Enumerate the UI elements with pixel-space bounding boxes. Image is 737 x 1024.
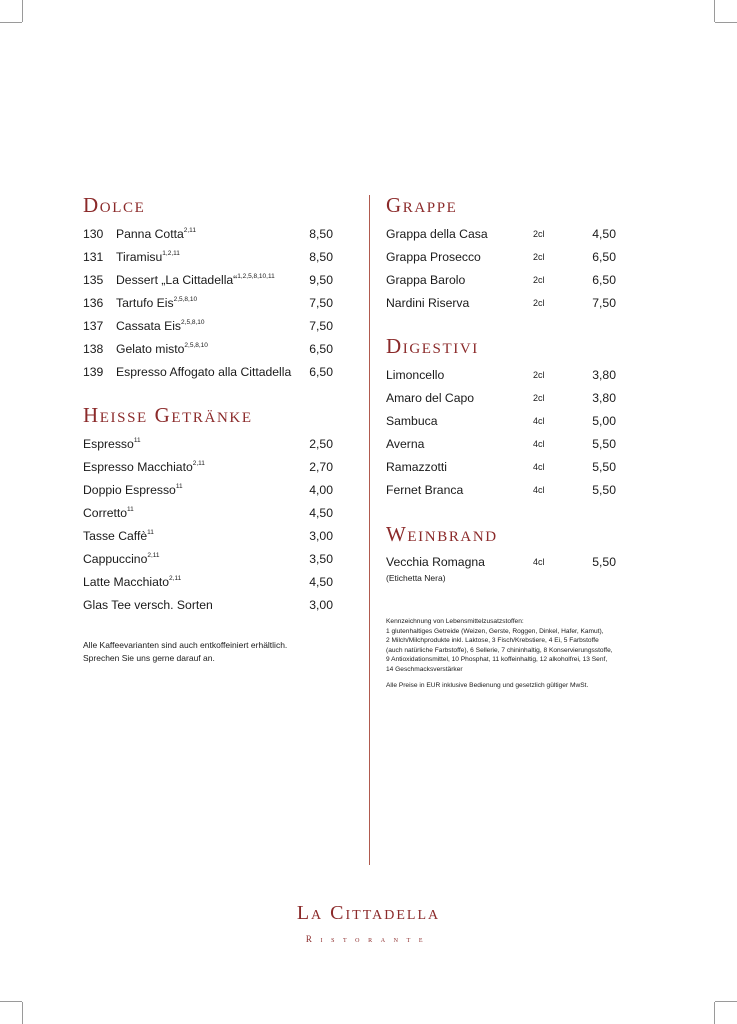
additives-legend-heading: Kennzeichnung von Lebensmittelzusatzstoffen: [386,618,524,625]
menu-item-row [83,528,335,544]
item-number: 131 [83,250,104,264]
crop-mark [715,1001,737,1002]
allergen-codes: 2,11 [147,552,160,559]
menu-item-row [83,551,335,567]
menu-item-row [83,574,335,590]
item-name: Glas Tee versch. Sorten [83,598,213,612]
menu-item-row [83,597,335,613]
item-name: Grappa Prosecco [386,250,481,264]
item-price: 7,50 [309,296,333,310]
menu-item-row [83,272,335,288]
item-price: 8,50 [309,227,333,241]
item-price: 3,00 [309,598,333,612]
weinbrand-title: Weinbrand [386,522,498,546]
item-number: 138 [83,342,104,356]
item-volume: 2cl [533,275,545,285]
item-price: 5,00 [592,414,616,428]
brand-name: La Cittadella [296,902,441,924]
allergen-codes: 11 [175,483,183,490]
crop-mark [22,1002,23,1024]
item-name: Ramazzotti [386,460,447,474]
digestivi-title: Digestivi [386,334,479,358]
allergen-codes: 11 [147,529,154,536]
item-volume: 4cl [533,462,545,472]
menu-item-row [386,554,618,583]
menu-item-row [386,249,618,265]
menu-item-row [83,249,335,265]
menu-item-row [83,459,335,475]
item-price: 3,80 [592,391,616,405]
item-name: Limoncello [386,368,445,382]
item-name: Latte Macchiato$^{2,11}$ [83,575,182,589]
item-number: 135 [83,273,104,287]
item-price: 3,50 [309,552,333,566]
item-price: 4,50 [309,575,333,589]
column-divider [369,195,370,865]
item-subtitle: (Etichetta Nera) [386,573,446,583]
item-number: 137 [83,319,104,333]
item-price: 5,50 [592,483,616,497]
menu-item-row [386,413,618,429]
brand-subtitle: Ristorante [305,934,432,944]
item-price: 6,50 [309,365,333,379]
item-name: Grappa Barolo [386,273,466,287]
item-volume: 4cl [533,439,545,449]
item-volume: 2cl [533,298,545,308]
crop-mark [0,1001,22,1002]
crop-mark [714,0,715,22]
item-volume: 4cl [533,416,545,426]
item-name: Grappa della Casa [386,227,488,241]
item-price: 2,50 [309,437,333,451]
item-price: 2,70 [309,460,333,474]
additives-legend-line: (auch natürliche Farbstoffe), 6 Sellerie, 7 chininhaltig, 8 Konservierungsstoffe, [386,646,613,654]
item-price: 4,50 [309,506,333,520]
allergen-codes: 2,11 [183,227,196,234]
item-price: 6,50 [309,342,333,356]
allergen-codes: 2,11 [192,460,205,467]
allergen-codes: 2,11 [169,575,182,582]
menu-item-row [386,272,618,288]
crop-mark [714,1002,715,1024]
item-name: Nardini Riserva [386,296,470,310]
additives-legend-line: 9 Antioxidationsmittel, 10 Phosphat, 11 koffeinhaltig, 12 alkoholfrei, 13 Senf, [386,656,608,663]
allergen-codes: 11 [133,437,141,444]
heisse-getraenke-title: Heisse Getränke [83,403,253,427]
allergen-codes: 2,5,8,10 [173,296,198,303]
dolce-title: Dolce [83,193,146,217]
item-price: 7,50 [592,296,616,310]
item-name: Dessert „La Cittadella“$^{1,2,5,8,10,11}$ [116,273,275,287]
item-name: Tiramisu$^{1,2,11}$ [116,250,180,264]
item-price: 6,50 [592,250,616,264]
item-price: 6,50 [592,273,616,287]
item-price: 7,50 [309,319,333,333]
menu-item-row [83,364,335,380]
additives-legend [386,617,654,674]
item-name: Averna [386,437,425,451]
item-name: Vecchia Romagna [386,555,485,569]
item-volume: 2cl [533,393,545,403]
crop-mark [0,22,22,23]
item-price: 3,80 [592,368,616,382]
additives-legend-line: 14 Geschmacksverstärker [386,665,463,673]
allergen-codes: 1,2,5,8,10,11 [237,273,275,280]
item-name: Sambuca [386,414,438,428]
menu-item-row [83,226,335,242]
item-volume: 4cl [533,485,545,495]
item-number: 139 [83,365,104,379]
item-name: Espresso Macchiato$^{2,11}$ [83,460,205,474]
item-name: Panna Cotta$^{2,11}$ [116,227,196,241]
crop-mark [22,0,23,22]
item-name: Tartufo Eis$^{2,5,8,10}$ [116,296,198,310]
item-name: Amaro del Capo [386,391,475,405]
item-price: 5,50 [592,437,616,451]
item-price: 5,50 [592,460,616,474]
menu-item-row [386,436,618,452]
item-name: Cappuccino$^{2,11}$ [83,552,160,566]
menu-item-row [83,341,335,357]
item-volume: 4cl [533,557,545,567]
item-price: 4,50 [592,227,616,241]
item-volume: 2cl [533,252,545,262]
additives-legend-line: 2 Milch/Milchprodukte inkl. Laktose, 3 Fisch/Krebstiere, 4 Ei, 5 Farbstoffe [386,637,599,644]
item-name: Gelato misto$^{2,5,8,10}$ [116,342,208,356]
decaf-note-line1: Alle Kaffeevarianten sind auch entkoffeiniert erhältlich. [83,640,288,650]
decaf-note-line2: Sprechen Sie uns gerne darauf an. [83,653,215,664]
item-number: 130 [83,227,104,241]
item-name: Corretto$^{11}$ [83,506,134,520]
menu-item-row [83,318,335,334]
menu-item-row [386,226,618,242]
item-price: 3,00 [309,529,333,543]
item-price: 5,50 [592,555,616,569]
decaf-note [83,639,287,666]
item-price: 4,00 [309,483,333,497]
grappe-title: Grappe [386,193,458,217]
menu-item-row [386,459,618,475]
menu-item-row [386,367,618,383]
item-name: Doppio Espresso$^{11}$ [83,483,183,497]
menu-item-row [83,436,335,452]
additives-legend-line: 1 glutenhaltiges Getreide (Weizen, Gerste, Roggen, Dinkel, Hafer, Kamut), [386,627,604,635]
allergen-codes: 1,2,11 [162,250,180,257]
item-name: Espresso Affogato alla Cittadella [116,365,292,379]
item-price: 9,50 [309,273,333,287]
menu-item-row [386,482,618,498]
item-name: Cassata Eis$^{2,5,8,10}$ [116,319,205,333]
crop-mark [715,22,737,23]
menu-item-row [83,295,335,311]
allergen-codes: 11 [127,506,134,513]
item-name: Tasse Caffè$^{11}$ [83,529,154,543]
item-price: 8,50 [309,250,333,264]
item-number: 136 [83,296,104,310]
item-volume: 2cl [533,370,545,380]
item-name: Fernet Branca [386,483,464,497]
menu-item-row [386,295,618,311]
menu-item-row [386,390,618,406]
menu-item-row [83,482,335,498]
allergen-codes: 2,5,8,10 [184,342,208,349]
menu-item-row [83,505,335,521]
item-volume: 2cl [533,229,545,239]
allergen-codes: 2,5,8,10 [181,319,205,326]
prices-note: Alle Preise in EUR inklusive Bedienung und gesetzlich gültiger MwSt. [386,682,589,689]
item-name: Espresso$^{11}$ [83,437,141,451]
